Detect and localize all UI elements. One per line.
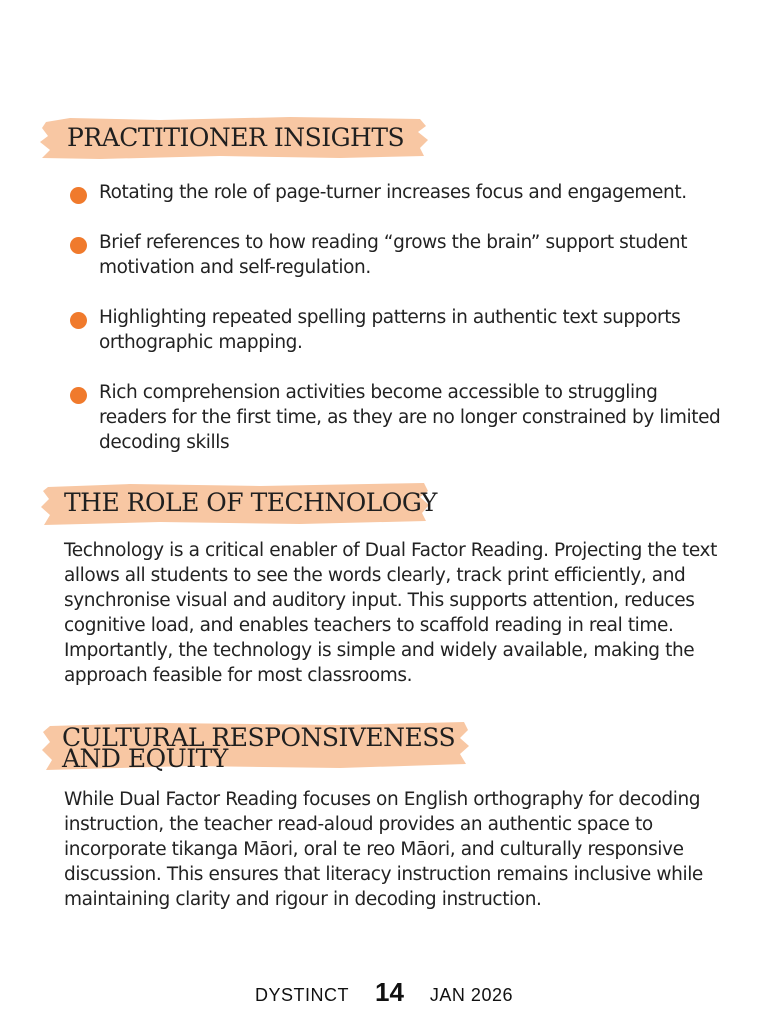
page-footer: [0, 977, 768, 1008]
list-item: Rotating the role of page-turner increases focus and engagement.: [70, 180, 730, 205]
cultural-heading-line2: AND EQUITY: [62, 744, 228, 773]
cultural-paragraph: While Dual Factor Reading focuses on English orthography for decoding instruction, the teacher read-aloud provides an authentic space to incorporate tikanga Māori, oral te reo Māori, and culturally responsive discussion. This ensures that literacy instruction remains inclusive while maintaining clarity and rigour in decoding instruction.: [64, 789, 703, 910]
technology-paragraph: Technology is a critical enabler of Dual Factor Reading. Projecting the text allows all students to see the words clearly, track print efficiently, and synchronise visual and auditory input. This supports attention, reduces cognitive load, and enables teachers to scaffold reading in real time. Importantly, the technology is simple and widely available, making the approach feasible for most classrooms.: [64, 540, 717, 686]
bullet-dot-icon: [70, 187, 87, 204]
practitioner-insights-list: [70, 180, 730, 480]
bullet-dot-icon: [70, 387, 87, 404]
list-item: Highlighting repeated spelling patterns in authentic text supports orthographic mapping.: [70, 305, 730, 355]
magazine-name: DYSTINCT: [255, 985, 349, 1005]
list-item: Rich comprehension activities become accessible to struggling readers for the first time, as they are no longer constrained by limited decoding skills: [70, 380, 730, 455]
issue-date: JAN 2026: [429, 985, 513, 1005]
list-item: Brief references to how reading “grows the brain” support student motivation and self-regulation.: [70, 230, 730, 280]
bullet-dot-icon: [70, 237, 87, 254]
practitioner-insights-heading: PRACTITIONER INSIGHTS: [67, 123, 405, 152]
bullet-dot-icon: [70, 312, 87, 329]
technology-heading: THE ROLE OF TECHNOLOGY: [64, 488, 437, 517]
cultural-heading-line1: CULTURAL RESPONSIVENESS: [62, 723, 456, 752]
page-number: 14: [375, 977, 404, 1007]
